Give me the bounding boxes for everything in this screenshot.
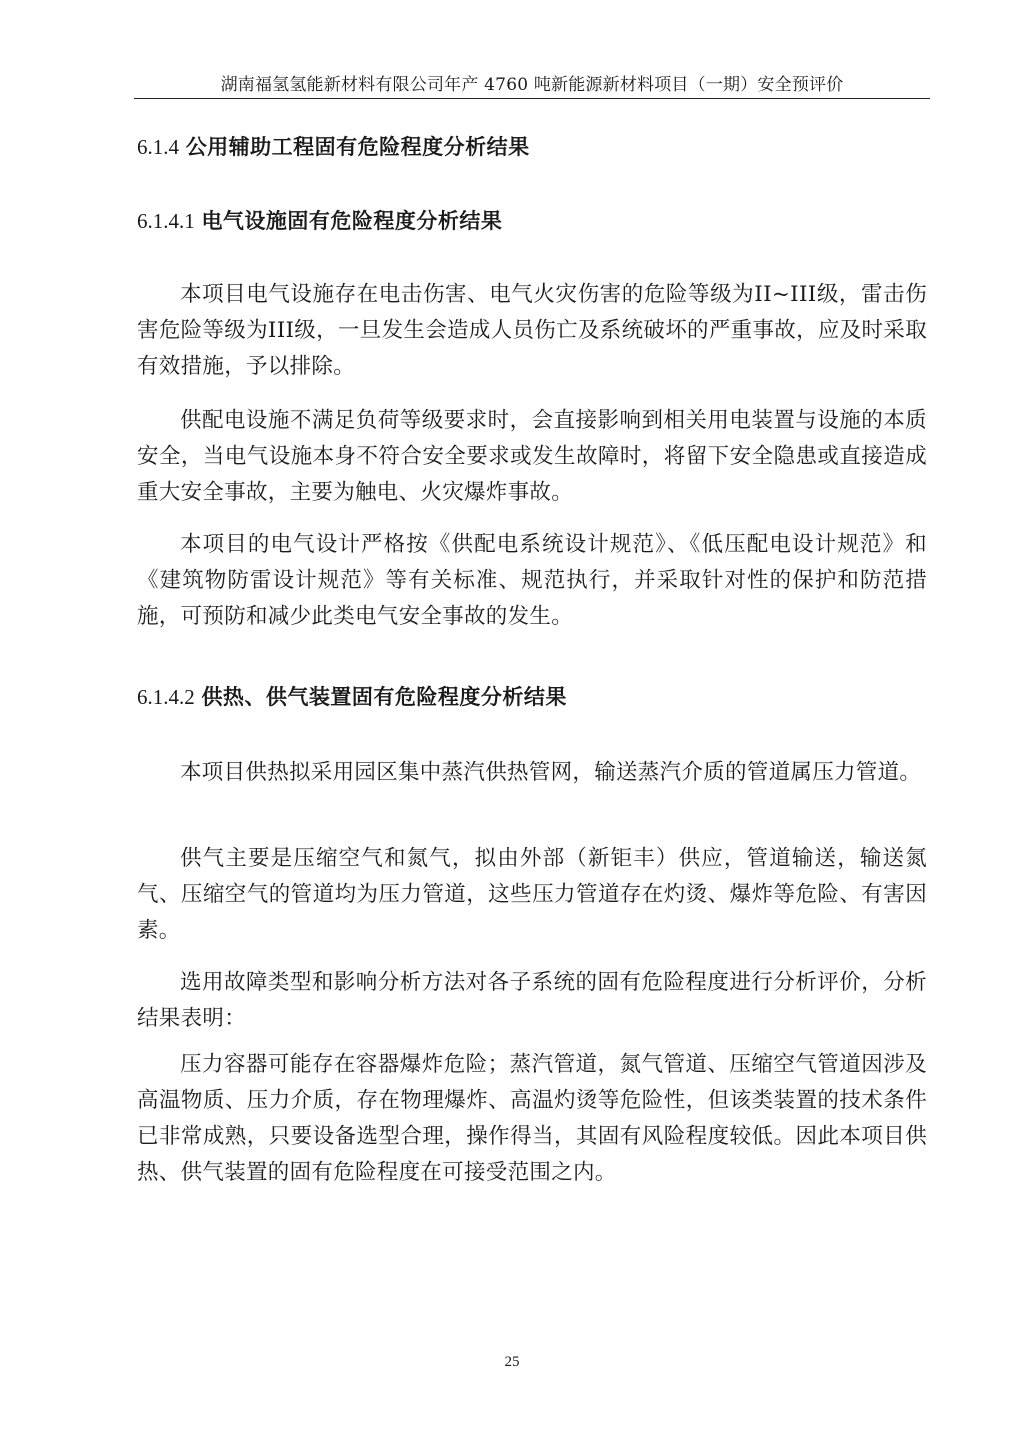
paragraph: 选用故障类型和影响分析方法对各子系统的固有危险程度进行分析评价，分析结果表明： [137,970,927,1031]
paragraph: 压力容器可能存在容器爆炸危险；蒸汽管道，氮气管道、压缩空气管道因涉及高温物质、压力介质，存在物理爆炸、高温灼烫等危险性，但该类装置的技术条件已非常成熟，只要设备选型合理，操作得当，其固有风险程度较低。因此本项目供热、供气装置的固有危险程度在可接受范围之内。 [137,1052,927,1185]
header-divider [134,98,930,99]
section-heading-6-1-4-1 [137,207,502,235]
section-title: 供热、供气装置固有危险程度分析结果 [201,685,567,709]
section-heading-6-1-4 [137,133,530,161]
section-title: 电气设施固有危险程度分析结果 [201,209,503,233]
paragraph: 供配电设施不满足负荷等级要求时，会直接影响到相关用电装置与设施的本质安全，当电气设施本身不符合安全要求或发生故障时，将留下安全隐患或直接造成重大安全事故，主要为触电、火灾爆炸事故。 [137,408,927,505]
paragraph: 本项目的电气设计严格按《供配电系统设计规范》、《低压配电设计规范》和《建筑物防雷设计规范》等有关标准、规范执行，并采取针对性的保护和防范措施，可预防和减少此类电气安全事故的发生。 [137,532,927,629]
paragraph: 供气主要是压缩空气和氮气，拟由外部（新钜丰）供应，管道输送，输送氮气、压缩空气的管道均为压力管道，这些压力管道存在灼烫、爆炸等危险、有害因素。 [137,846,927,943]
section-number: 6.1.4.2 [137,685,195,709]
running-header: 湖南福氢氢能新材料有限公司年产 4760 吨新能源新材料项目（一期）安全预评价 [220,75,844,95]
section-number: 6.1.4.1 [137,209,195,233]
section-heading-6-1-4-2 [137,683,567,711]
page-number: 25 [504,1354,520,1370]
section-title: 公用辅助工程固有危险程度分析结果 [185,135,530,159]
paragraph: 本项目供热拟采用园区集中蒸汽供热管网，输送蒸汽介质的管道属压力管道。 [180,760,922,785]
section-number: 6.1.4 [137,135,179,159]
paragraph: 本项目电气设施存在电击伤害、电气火灾伤害的危险等级为II~III级，雷击伤害危险等级为III级，一旦发生会造成人员伤亡及系统破坏的严重事故，应及时采取有效措施，予以排除。 [137,282,927,379]
